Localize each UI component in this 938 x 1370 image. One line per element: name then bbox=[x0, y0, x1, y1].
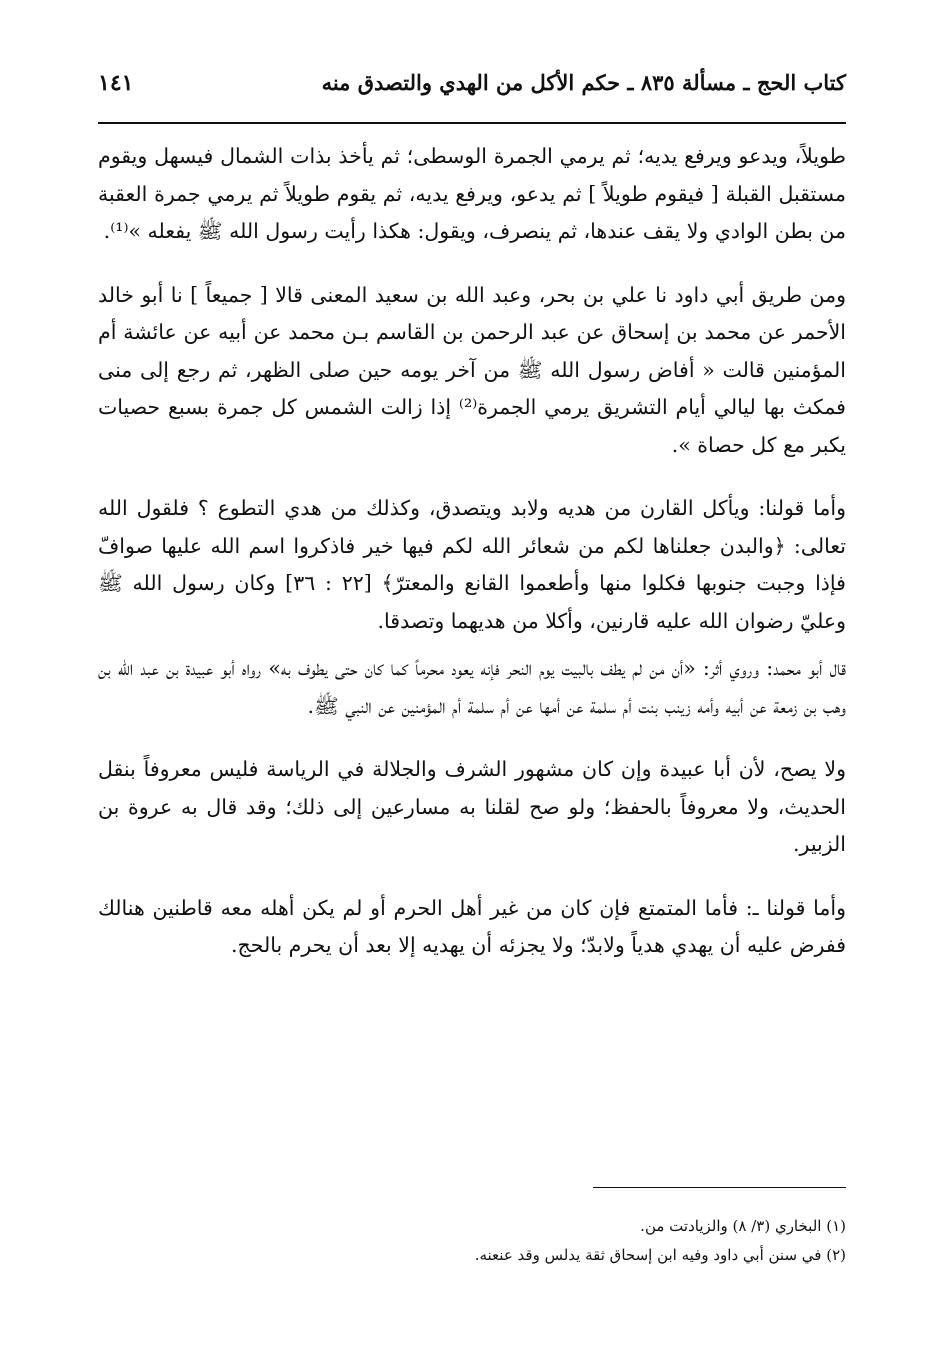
running-head: كتاب الحج ـ مسألة ٨٣٥ ـ حكم الأكل من الهدي والتصدق منه bbox=[321, 70, 846, 95]
paragraph-6: وأما قولنا ـ: فأما المتمتع فإن كان من غير أهل الحرم أو لم يكن أهله معه قاطنين هنالك ففرض عليه أن يهدي هدياً ولابدّ؛ ولا يجزئه أن يهديه إلا بعد أن يحرم بالحج. bbox=[98, 895, 846, 957]
paragraph-5: ولا يصح، لأن أبا عبيدة وإن كان مشهور الشرف والجلالة في الرياسة فليس معروفاً بنقل الحديث، ولا معروفاً بالحفظ؛ ولو صح لقلنا به مسارعين إلى ذلك؛ وقد قال به عروة بن الزبير. bbox=[98, 757, 846, 856]
footnote-2: (٢) في سنن أبي داود وفيه ابن إسحاق ثقة يدلس وقد عنعنه. bbox=[474, 1246, 846, 1264]
footnote-divider bbox=[593, 1187, 846, 1188]
page-header bbox=[98, 62, 846, 108]
page-number: ١٤١ bbox=[98, 70, 134, 96]
paragraph-1: طويلاً، ويدعو ويرفع يديه؛ ثم يرمي الجمرة الوسطى؛ ثم يأخذ بذات الشمال فيسهل ويقوم مستقبل القبلة [ فيقوم طويلاً ] ثم يدعو، ويرفع يديه، ثم يقوم طويلاً ثم يرمي جمرة العقبة من بطن الوادي ولا يقف عندها، ثم ينصرف، ويقول: هكذا رأيت رسول الله ﷺ يفعله »⁽¹⁾. bbox=[98, 144, 846, 243]
footnote-1: (١) البخاري (٣/ ٨) والزيادتت من. bbox=[640, 1217, 846, 1235]
main-text bbox=[98, 138, 846, 965]
footnotes bbox=[98, 1212, 846, 1270]
paragraph-4: قال أبو محمد: وروي أثر: «أن من لم يطف بالبيت يوم النحر فإنه يعود محرماً كما كان حتى يطوف به» رواه أبو عبيدة بن عبد الله بن وهب بن زمعة عن أبيه وأمه زينب بنت أم سلمة عن أمها عن أم سلمة أم المؤمنين عن النبي ﷺ. bbox=[98, 656, 846, 718]
paragraph-2: ومن طريق أبي داود نا علي بن بحر، وعبد الله بن سعيد المعنى قالا [ جميعاً ] نا أبو خالد الأحمر عن محمد بن إسحاق عن عبد الرحمن بن القاسم بـن محمد عن أبيه عن عائشة أم المؤمنين قالت « أفاض رسول الله ﷺ من آخر يومه حين صلى الظهر، ثم رجع إلى منى فمكث بها ليالي أيام التشريق يرمي الجمرة⁽²⁾ إذا زالت الشمس كل جمرة بسبع حصيات يكبر مع كل حصاة ». bbox=[98, 282, 846, 457]
header-divider bbox=[98, 122, 846, 124]
paragraph-3: وأما قولنا: ويأكل القارن من هديه ولابد ويتصدق، وكذلك من هدي التطوع ؟ فلقول الله تعالى: ﴿والبدن جعلناها لكم من شعائر الله لكم فيها خير فاذكروا اسم الله عليها صوافّ فإذا وجبت جنوبها فكلوا منها وأطعموا القانع والمعترّ﴾ [٢٢ : ٣٦] وكان رسول الله ﷺ وعليّ رضوان الله عليه قارنين، وأكلا من هديهما وتصدقا. bbox=[98, 496, 846, 633]
